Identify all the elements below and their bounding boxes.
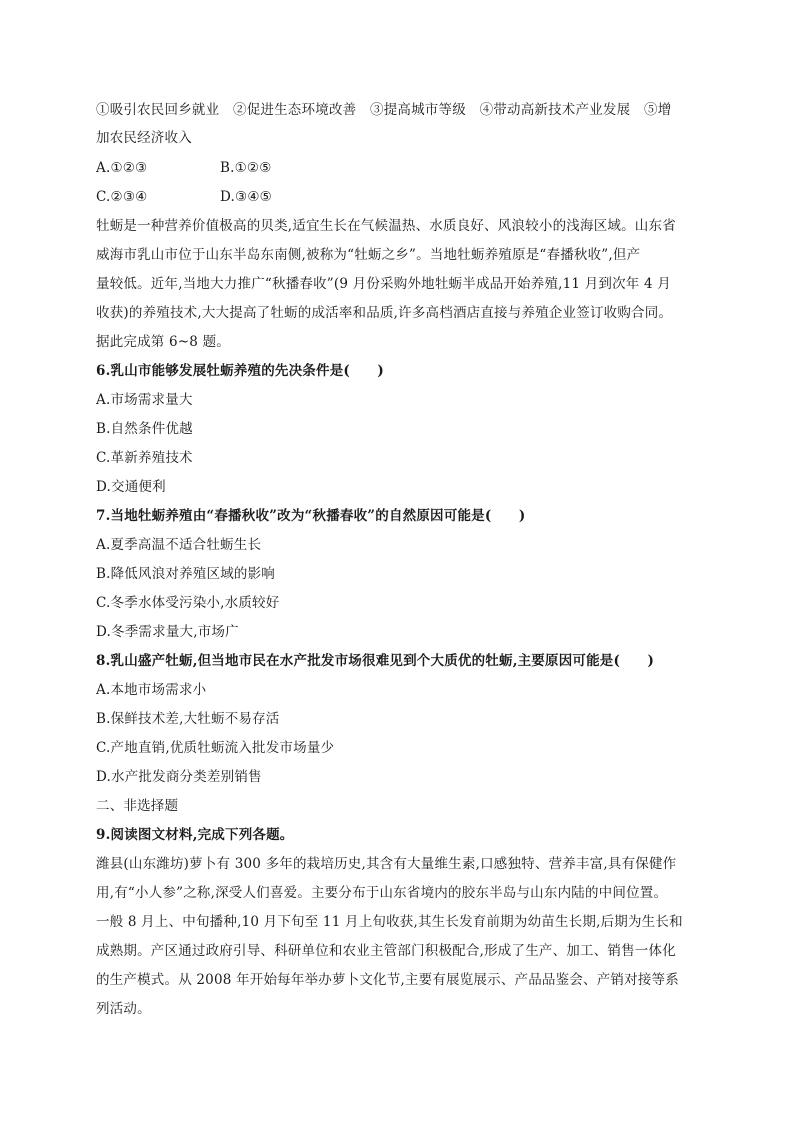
q9-para-line-4: 成熟期。产区通过政府引导、科研单位和农业主管部门积极配合,形成了生产、加工、销售一体化 xyxy=(96,943,676,959)
q9-para-line-2: 用,有“小人参”之称,深受人们喜爱。主要分布于山东省境内的胶东半岛与山东内陆的中间位置。 xyxy=(96,885,668,901)
q6-option-a: A.市场需求量大 xyxy=(96,392,193,408)
q6-option-d: D.交通便利 xyxy=(96,479,166,495)
q8-option-a: A.本地市场需求小 xyxy=(96,682,207,698)
q5-items-continuation: 加农民经济收入 xyxy=(96,130,192,146)
q9-para-line-1: 潍县(山东潍坊)萝卜有 300 多年的栽培历史,其含有大量维生素,口感独特、营养丰富,具有保健作 xyxy=(96,856,677,872)
q9-para-line-5: 的生产模式。从 2008 年开始每年举办萝卜文化节,主要有展览展示、产品品鉴会、产销对接等系 xyxy=(96,972,679,988)
q5-option-a: A.①②③ xyxy=(96,160,148,176)
q5-options-row-1 xyxy=(96,158,272,178)
material-line-5: 据此完成第 6~8 题。 xyxy=(96,334,230,350)
q5-items-line: ①吸引农民回乡就业 ②促进生态环境改善 ③提高城市等级 ④带动高新技术产业发展 ⑤增 xyxy=(96,102,672,118)
q6-option-c: C.革新养殖技术 xyxy=(96,450,193,466)
q8-option-d: D.水产批发商分类差别销售 xyxy=(96,769,262,785)
q7-option-d: D.冬季需求量大,市场广 xyxy=(96,624,239,640)
q8-stem: 8.乳山盛产牡蛎,但当地市民在水产批发市场很难见到个大质优的牡蛎,主要原因可能是( ) xyxy=(96,653,655,669)
q5-option-b: B.①②⑤ xyxy=(220,160,272,176)
material-line-3: 量较低。近年,当地大力推广“秋播春收”(9 月份采购外地牡蛎半成品开始养殖,11 月到次年 4 月 xyxy=(96,276,671,292)
material-line-4: 收获)的养殖技术,大大提高了牡蛎的成活率和品质,许多高档酒店直接与养殖企业签订收购合同。 xyxy=(96,305,673,321)
q5-options-row-2 xyxy=(96,187,272,207)
material-line-1: 牡蛎是一种营养价值极高的贝类,适宜生长在气候温热、水质良好、风浪较小的浅海区域。山东省 xyxy=(96,218,676,234)
q5-option-d: D.③④⑤ xyxy=(220,189,272,205)
q6-option-b: B.自然条件优越 xyxy=(96,421,193,437)
q7-stem: 7.当地牡蛎养殖由“春播秋收”改为“秋播春收”的自然原因可能是( ) xyxy=(96,508,526,524)
q8-option-c: C.产地直销,优质牡蛎流入批发市场量少 xyxy=(96,740,335,756)
section-heading: 二、非选择题 xyxy=(96,798,179,814)
q7-option-a: A.夏季高温不适合牡蛎生长 xyxy=(96,537,262,553)
q7-option-b: B.降低风浪对养殖区域的影响 xyxy=(96,566,276,582)
q8-option-b: B.保鲜技术差,大牡蛎不易存活 xyxy=(96,711,280,727)
q9-stem: 9.阅读图文材料,完成下列各题。 xyxy=(96,827,294,843)
material-line-2: 威海市乳山市位于山东半岛东南侧,被称为“牡蛎之乡”。当地牡蛎养殖原是“春播秋收”,但产 xyxy=(96,247,641,263)
q6-stem: 6.乳山市能够发展牡蛎养殖的先决条件是( ) xyxy=(96,363,384,379)
q5-option-c: C.②③④ xyxy=(96,189,148,205)
q9-para-line-3: 一般 8 月上、中旬播种,10 月下旬至 11 月上旬收获,其生长发育前期为幼苗生长期,后期为生长和 xyxy=(96,914,683,930)
q9-para-line-6: 列活动。 xyxy=(96,1001,151,1017)
q7-option-c: C.冬季水体受污染小,水质较好 xyxy=(96,595,280,611)
